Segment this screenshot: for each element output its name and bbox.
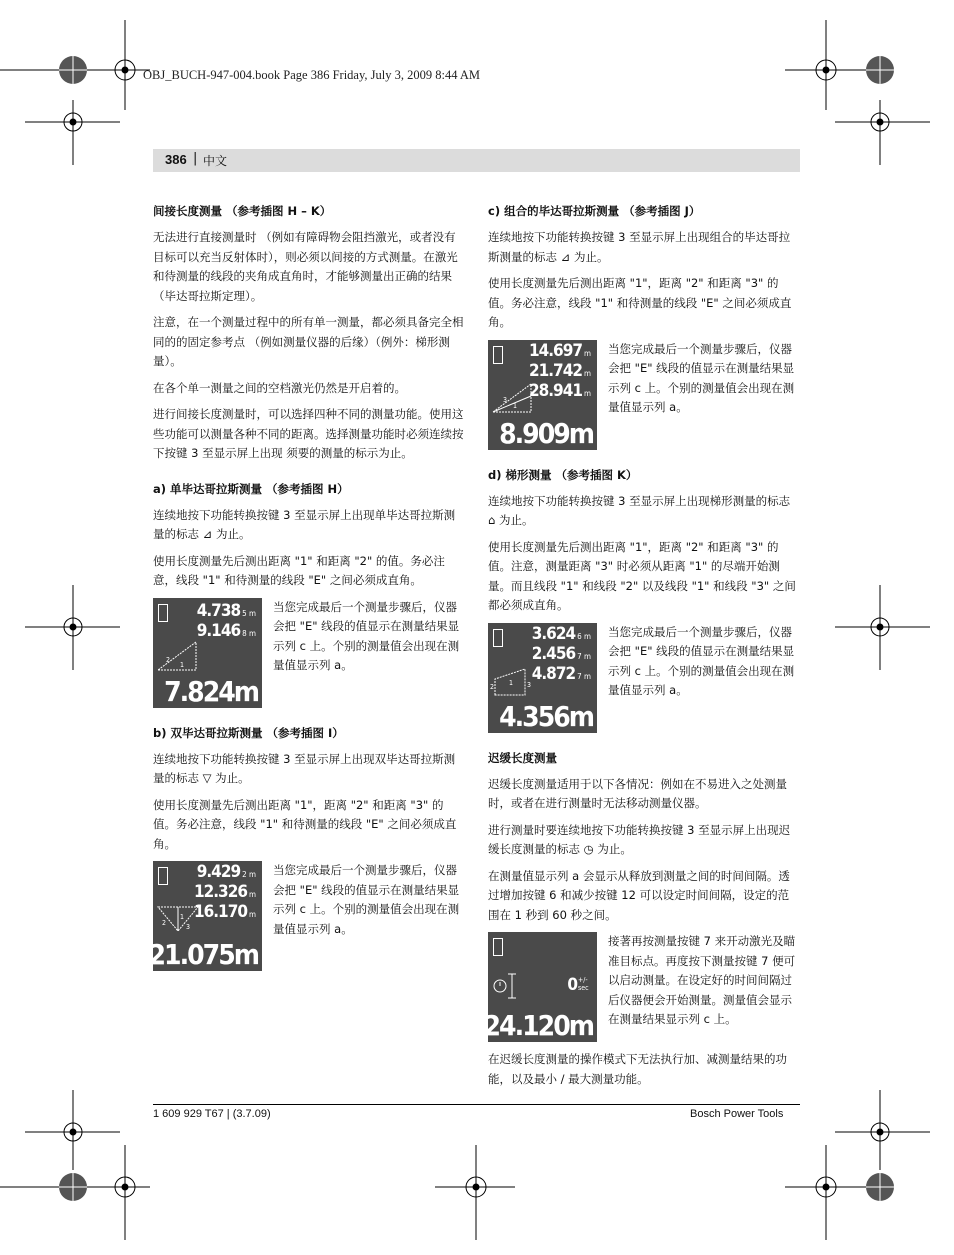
- section-heading-indirect: 间接长度测量 （参考插图 H – K）: [153, 204, 332, 218]
- figure-caption: 当您完成最后一个测量步骤后，仪器会把 "E" 线段的值显示在测量结果显示列 c 上。个别的测量值会出现在测量值显示列 a。: [273, 599, 460, 672]
- lcd-result: 24.120m: [483, 1009, 593, 1042]
- lcd-display-b: [148, 861, 262, 971]
- timer-icon: [492, 970, 522, 1002]
- lcd-result: 4.356m: [499, 699, 593, 733]
- battery-icon: [493, 938, 503, 956]
- footer-doc-number: 1 609 929 T67 | (3.7.09): [153, 1108, 271, 1120]
- svg-text:1: 1: [180, 660, 185, 669]
- svg-text:3: 3: [527, 680, 532, 689]
- lcd-result: 21.075m: [148, 938, 258, 971]
- svg-text:3: 3: [503, 395, 508, 404]
- svg-text:3: 3: [186, 923, 191, 931]
- figure-d: [488, 623, 800, 733]
- page-number: 386: [165, 152, 187, 167]
- battery-icon: [493, 346, 503, 364]
- figure-caption: 当您完成最后一个测量步骤后，仪器会把 "E" 线段的值显示在测量结果显示列 c 上。个别的测量值会出现在测量值显示列 a。: [273, 863, 460, 936]
- left-column: [148, 202, 465, 983]
- header-separator: |: [193, 151, 198, 166]
- svg-text:1: 1: [513, 401, 518, 410]
- battery-icon: [158, 867, 168, 885]
- pythagoras-icon: [156, 640, 200, 672]
- paragraph: 使用长度测量先后测出距离 "1" 和距离 "2" 的值。务必注意，线段 "1" 和待测量的线段 "E" 之间必须成直角。: [153, 553, 445, 587]
- paragraph: 在迟缓长度测量的操作模式下无法执行加、减测量结果的功能，以及最小 / 最大测量功能。: [488, 1052, 787, 1086]
- lcd-line: 9.146 8 m: [196, 620, 256, 641]
- lcd-line: 9.429 2 m: [196, 862, 256, 882]
- lcd-display-e: [483, 932, 597, 1042]
- section-heading-d: d) 梯形测量 （参考插图 K）: [488, 467, 638, 482]
- lcd-display-d: [488, 623, 597, 733]
- figure-caption: 当您完成最后一个测量步骤后，仪器会把 "E" 线段的值显示在测量结果显示列 c 上。个别的测量值会出现在测量值显示列 a。: [608, 624, 795, 697]
- lcd-line: 12.326 m: [193, 882, 256, 902]
- figure-c: [488, 340, 800, 450]
- footer-brand: Bosch Power Tools: [690, 1108, 784, 1120]
- section-heading-a: a) 单毕达哥拉斯测量 （参考插图 H）: [153, 481, 349, 496]
- section-heading-delayed: 迟缓长度测量: [488, 750, 557, 765]
- paragraph: 进行间接长度测量时，可以选择四种不同的测量功能。使用这些功能可以测量各种不同的距离。选择测量功能时必须连续按下按键 3 至显示屏上出现 须要的测量的标示为止。: [153, 407, 464, 460]
- svg-text:2: 2: [162, 919, 167, 927]
- paragraph: 连续地按下功能转换按键 3 至显示屏上出现梯形测量的标志 ⌂ 为止。: [488, 493, 791, 527]
- battery-icon: [493, 629, 503, 647]
- figure-b: [148, 861, 465, 971]
- section-heading-b: b) 双毕达哥拉斯测量 （参考插图 I）: [153, 725, 344, 740]
- svg-text:2: 2: [166, 655, 171, 664]
- delay-seconds: 0: [567, 975, 577, 995]
- figure-caption: 接著再按测量按键 7 来开动激光及瞄准目标点。再度按下测量按键 7 便可以启动测量。在设定好的时间间隔过后仪器便会开始测量。测量值会显示在测量结果显示列 c 上。: [608, 934, 796, 1026]
- lcd-result: 8.909m: [499, 416, 593, 450]
- lcd-line: 21.742 m: [528, 360, 591, 381]
- lcd-line: 4.872 7 m: [531, 663, 591, 684]
- lcd-display-c: [488, 340, 597, 450]
- paragraph: 进行测量时要连续地按下功能转换按键 3 至显示屏上出现迟缓长度测量的标志 ◷ 为止。: [488, 822, 791, 856]
- lcd-result: 7.824m: [164, 674, 258, 708]
- lcd-line: 14.697 m: [528, 340, 591, 361]
- svg-text:1: 1: [180, 913, 185, 921]
- svg-text:2: 2: [490, 682, 495, 691]
- lcd-line: 16.170 m: [193, 902, 256, 922]
- paragraph: 注意，在一个测量过程中的所有单一测量，都必须具备完全相同的的固定参考点 （例如测量仪器的后缘）（例外：梯形测量）。: [153, 315, 464, 368]
- paragraph: 使用长度测量先后测出距离 "1"，距离 "2" 和距离 "3" 的值。务必注意，线段 "1" 和待测量的线段 "E" 之间必须成直角。: [488, 276, 792, 329]
- paragraph: 连续地按下功能转换按键 3 至显示屏上出现双毕达哥拉斯测量的标志 ▽ 为止。: [153, 751, 456, 785]
- lcd-line: 2.456 7 m: [531, 643, 591, 664]
- book-info-line: OBJ_BUCH-947-004.book Page 386 Friday, July 3, 2009 8:44 AM: [143, 68, 481, 82]
- paragraph: 迟缓长度测量适用于以下各情况：例如在不易进入之处测量时，或者在进行测量时无法移动测量仪器。: [488, 776, 787, 810]
- header-language: 中文: [203, 154, 228, 168]
- lcd-line: 4.738 5 m: [196, 600, 256, 621]
- paragraph: 连续地按下功能转换按键 3 至显示屏上出现单毕达哥拉斯测量的标志 ⊿ 为止。: [153, 507, 456, 541]
- combined-pythagoras-icon: [491, 382, 535, 414]
- paragraph: 连续地按下功能转换按键 3 至显示屏上出现组合的毕达哥拉斯测量的标志 ⊿ 为止。: [488, 230, 791, 264]
- trapezoid-icon: [491, 665, 535, 697]
- lcd-line: 3.624 6 m: [531, 623, 591, 644]
- paragraph: 无法进行直接测量时 （例如有障碍物会阻挡激光，或者没有目标可以充当反射体时），则必须以间接的方式测量。在激光和待测量的线段的夹角成直角时，才能够测量出正确的结果 （毕达哥拉斯定理）。: [153, 230, 458, 303]
- paragraph: 使用长度测量先后测出距离 "1"，距离 "2" 和距离 "3" 的值。注意，测量距离 "3" 时必须从距离 "1" 的尽端开始测量。而且线段 "1" 和线段 "2" 以及线段 "1" 和线段 "3" 之间都必须成直角。: [488, 539, 796, 612]
- double-pythagoras-icon: [156, 903, 200, 935]
- figure-a: [153, 598, 465, 708]
- lcd-display-a: [153, 598, 262, 708]
- svg-text:1: 1: [509, 678, 514, 687]
- lcd-line: 28.941 m: [528, 380, 591, 401]
- page-header-bar: [153, 149, 800, 172]
- delay-unit: +/- sec: [578, 976, 589, 992]
- paragraph: 在各个单一测量之间的空档激光仍然是开启着的。: [153, 380, 406, 395]
- section-heading-c: c) 组合的毕达哥拉斯测量 （参考插图 J）: [488, 204, 701, 218]
- figure-caption: 当您完成最后一个测量步骤后，仪器会把 "E" 线段的值显示在测量结果显示列 c 上。个别的测量值会出现在测量值显示列 a。: [608, 341, 795, 414]
- figure-e: [483, 932, 800, 1042]
- paragraph: 使用长度测量先后测出距离 "1"，距离 "2" 和距离 "3" 的值。务必注意，线段 "1" 和待测量的线段 "E" 之间必须成直角。: [153, 797, 457, 851]
- battery-icon: [158, 604, 168, 622]
- right-column: [483, 202, 800, 1096]
- footer-rule: [153, 1104, 800, 1105]
- paragraph: 在测量值显示列 a 会显示从释放到测量之间的时间间隔。透过增加按键 6 和减少按键 12 可以设定时间间隔，设定的范围在 1 秒到 60 秒之间。: [488, 868, 790, 922]
